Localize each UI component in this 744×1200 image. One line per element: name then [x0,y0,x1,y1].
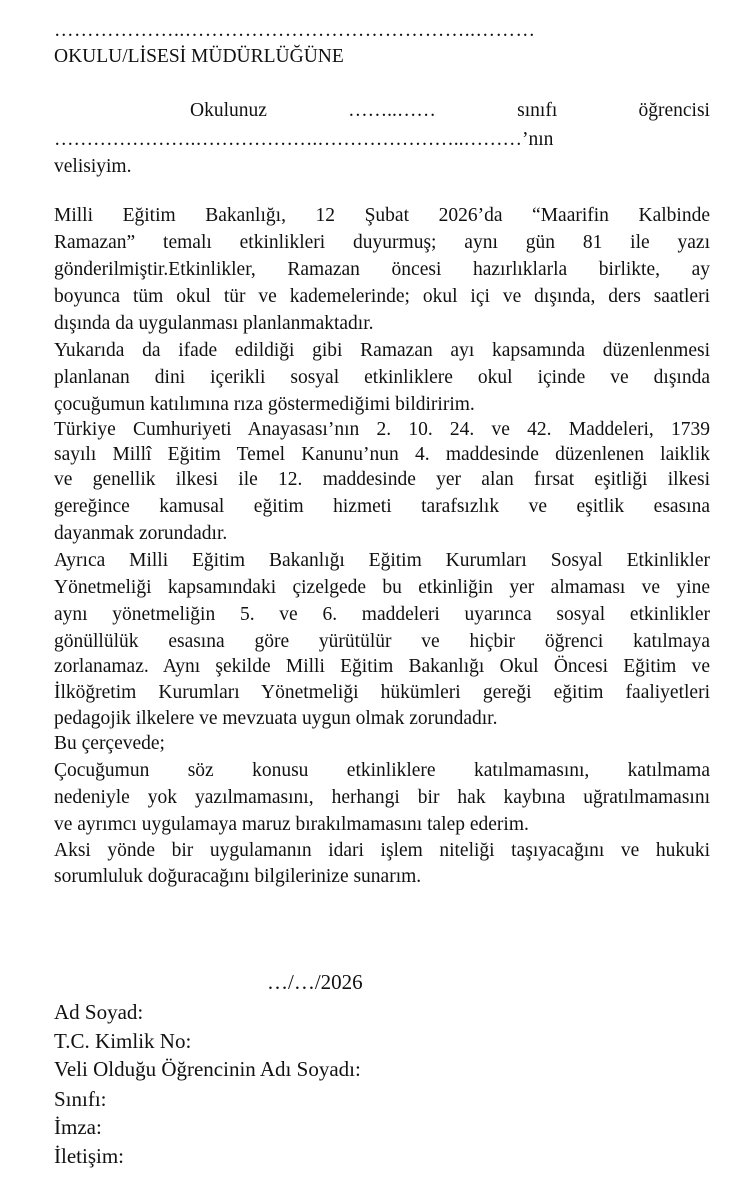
body-line-15: Yönetmeliği kapsamındaki çizelgede bu etkinliğin yer almaması ve yine [54,577,710,598]
body-line-18: zorlanamaz. Aynı şekilde Milli Eğitim Bakanlığı Okul Öncesi Eğitim ve [54,656,710,677]
field-tc-kimlik-no: T.C. Kimlik No: [54,1029,192,1053]
body-line-2: Ramazan” temalı etkinlikleri duyurmuş; aynı gün 81 ile yazı [54,232,710,253]
body-line-8: çocuğumun katılımına rıza göstermediğimi bildiririm. [54,394,475,415]
intro-line-3: velisiyim. [54,156,132,177]
document-heading: OKULU/LİSESİ MÜDÜRLÜĞÜNE [54,46,344,67]
intro-sinifi: sınıfı [517,100,558,121]
intro-okulunuz: Okulunuz [190,100,267,121]
body-line-7: planlanan dini içerikli sosyal etkinliklere okul içinde ve dışında [54,367,710,388]
intro-ogrencisi: öğrencisi [638,100,710,121]
top-dotted-line: ………………..……………………………………..……… [54,20,536,41]
body-line-20: pedagojik ilkelere ve mevzuata uygun olmak zorundadır. [54,708,498,729]
intro-line-1 [190,100,710,122]
body-line-14: Ayrıca Milli Eğitim Bakanlığı Eğitim Kurumları Sosyal Etkinlikler [54,550,710,571]
field-ogrenci-adi: Veli Olduğu Öğrencinin Adı Soyadı: [54,1057,361,1081]
body-line-22: Çocuğumun söz konusu etkinliklere katılmamasını, katılmama [54,760,710,781]
body-line-12: gereğince kamusal eğitim hizmeti tarafsızlık ve eşitlik esasına [54,496,710,517]
field-iletisim: İletişim: [54,1144,124,1168]
body-line-26: sorumluluk doğuracağını bilgilerinize sunarım. [54,866,422,887]
body-line-13: dayanmak zorundadır. [54,523,228,544]
intro-line-2: ………………….……………….…………………..………’nın [54,129,554,150]
body-line-1: Milli Eğitim Bakanlığı, 12 Şubat 2026’da “Maarifin Kalbinde [54,205,710,226]
field-imza: İmza: [54,1115,102,1139]
body-line-25: Aksi yönde bir uygulamanın idari işlem niteliği taşıyacağını ve hukuki [54,840,710,861]
body-line-24: ve ayrımcı uygulamaya maruz bırakılmamasını talep ederim. [54,814,529,835]
body-line-9: Türkiye Cumhuriyeti Anayasası’nın 2. 10. 24. ve 42. Maddeleri, 1739 [54,419,710,440]
body-line-16: aynı yönetmeliğin 5. ve 6. maddeleri uyarınca sosyal etkinlikler [54,604,710,625]
body-line-6: Yukarıda da ifade edildiği gibi Ramazan ayı kapsamında düzenlenmesi [54,340,710,361]
body-line-3: gönderilmiştir.Etkinlikler, Ramazan öncesi hazırlıklarla birlikte, ay [54,259,710,280]
body-line-5: dışında da uygulanması planlanmaktadır. [54,313,374,334]
body-line-10: sayılı Millî Eğitim Temel Kanunu’nun 4. maddesinde düzenlenen laiklik [54,444,710,465]
field-sinifi: Sınıfı: [54,1087,107,1111]
body-line-19: İlköğretim Kurumları Yönetmeliği hükümleri gereği eğitim faaliyetleri [54,682,710,703]
body-line-21: Bu çerçevede; [54,733,165,754]
body-line-17: gönüllülük esasına göre yürütülür ve hiçbir öğrenci katılmaya [54,631,710,652]
intro-class-blank: ……..…… [348,100,436,121]
date-line: …/…/2026 [267,970,363,994]
body-line-23: nedeniyle yok yazılmamasını, herhangi bir hak kaybına uğratılmamasını [54,787,710,808]
body-line-4: boyunca tüm okul tür ve kademelerinde; okul içi ve dışında, ders saatleri [54,286,710,307]
body-line-11: ve genellik ilkesi ile 12. maddesinde yer alan fırsat eşitliği ilkesi [54,469,710,490]
field-ad-soyad: Ad Soyad: [54,1000,144,1024]
